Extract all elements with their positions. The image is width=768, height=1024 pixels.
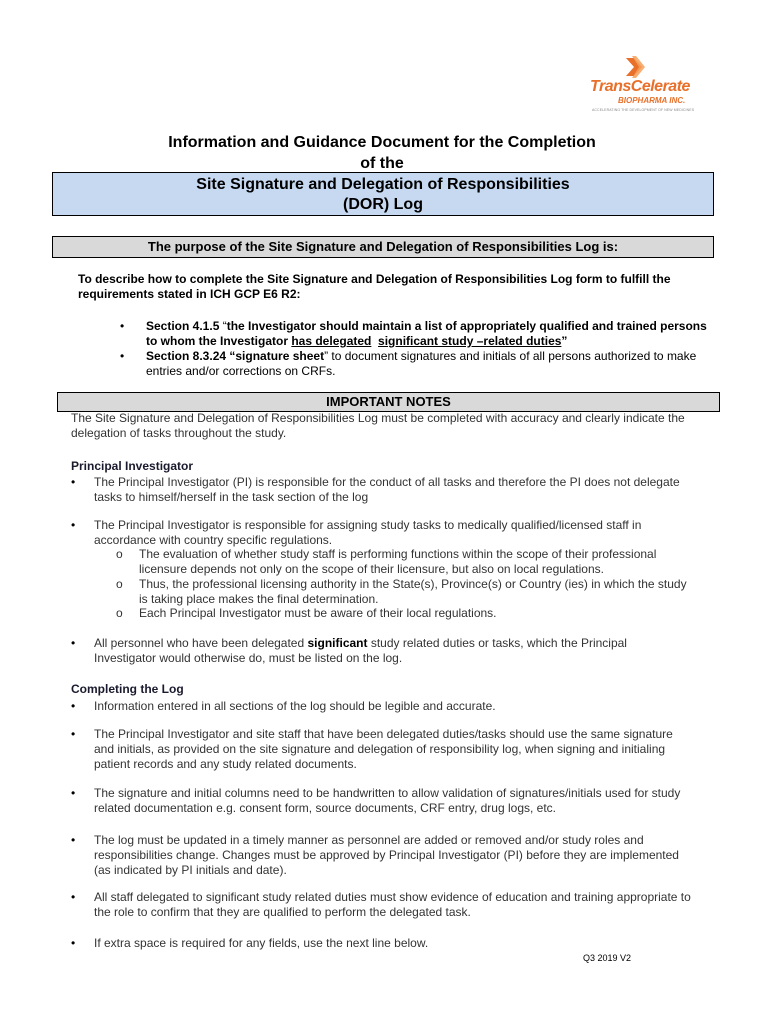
list-item-text: The Principal Investigator (PI) is responsible for the conduct of all tasks and therefore the PI does not delegate tasks to himself/herself in the task section of the log: [94, 475, 680, 504]
purpose-intro: To describe how to complete the Site Signature and Delegation of Responsibilities Log form to fulfill the requirements stated in ICH GCP E6 R2:: [78, 272, 671, 301]
logo-name: TransCelerate: [590, 78, 690, 95]
list-item: [71, 636, 691, 666]
bullet-icon: •: [71, 890, 76, 904]
text-run: study related duties or tasks, which the Principal Investigator would otherwise do, must be listed on the log.: [94, 636, 627, 665]
emphasis-text: significant: [307, 636, 368, 650]
bullet-icon: •: [71, 636, 76, 650]
bullet-icon: •: [71, 727, 76, 741]
list-item: [71, 475, 691, 505]
logo-subtitle: BIOPHARMA INC.: [618, 96, 686, 105]
list-item-text: [94, 636, 691, 666]
list-item: [71, 727, 691, 772]
list-item-text: The signature and initial columns need to be handwritten to allow validation of signatures/initials used for study related documentation e.g. consent form, source documents, CRF entry, drug logs, etc.: [94, 786, 681, 815]
section-text: the Investigator should maintain a list of appropriately qualified and trained persons to whom the Investigator: [146, 319, 707, 348]
bullet-icon: •: [120, 319, 125, 333]
sub-list-item: [116, 547, 696, 577]
section-rest: ” to document signatures and initials of all persons authorized to make entries and/or corrections on CRFs.: [146, 349, 697, 378]
list-item: [71, 786, 691, 816]
version-footer: Q3 2019 V2: [583, 953, 632, 963]
dor-title-line2: (DOR) Log: [343, 196, 423, 213]
list-item: [71, 699, 691, 714]
bullet-icon: •: [71, 833, 76, 847]
bullet-icon: •: [71, 786, 76, 800]
sub-bullet-icon: o: [116, 606, 123, 620]
list-item: [71, 936, 691, 951]
section-list: [120, 319, 720, 379]
logo-tagline: ACCELERATING THE DEVELOPMENT OF NEW MEDICINES: [592, 108, 695, 112]
transcelerate-logo: [590, 56, 700, 116]
section-quote-close: ”: [561, 334, 568, 348]
important-notes-heading: IMPORTANT NOTES: [57, 392, 720, 412]
list-item-text: The log must be updated in a timely manner as personnel are added or removed and/or study roles and responsibilities change. Changes must be approved by Principal Investigator (PI) before they are implemented (as indicated by PI initials and date).: [94, 833, 679, 877]
section-underline-1: has delegated: [291, 334, 372, 348]
dor-title-box: [52, 172, 714, 216]
sub-bullet-icon: o: [116, 577, 123, 591]
notes-intro: The Site Signature and Delegation of Responsibilities Log must be completed with accuracy and clearly indicate the delegation of tasks throughout the study.: [71, 411, 685, 440]
document-title-line2: of the: [360, 155, 404, 172]
sub-list-item-text: Thus, the professional licensing authority in the State(s), Province(s) or Country (ies) in which the study is taking place makes the final determination.: [139, 577, 687, 606]
list-item: [71, 518, 691, 548]
bullet-icon: •: [120, 349, 125, 363]
sub-list-item-text: Each Principal Investigator must be aware of their local regulations.: [139, 606, 497, 620]
bullet-icon: •: [71, 699, 76, 713]
list-item: [71, 833, 691, 878]
bullet-icon: •: [71, 518, 76, 532]
chevron-logo-icon: [624, 56, 646, 78]
text-run: All personnel who have been delegated: [94, 636, 308, 650]
document-title-line1: Information and Guidance Document for the Completion: [168, 134, 596, 151]
section-label: Section 4.1.5: [146, 319, 220, 333]
sub-list-item-text: The evaluation of whether study staff is performing functions within the scope of their professional licensure depends not only on the scope of their licensure, but also on local regulations.: [139, 547, 657, 576]
dor-title-line1: Site Signature and Delegation of Responsibilities: [196, 176, 570, 193]
bullet-icon: •: [71, 936, 76, 950]
section-item-8-3-24: [120, 349, 720, 379]
list-item-text: If extra space is required for any fields, use the next line below.: [94, 936, 429, 950]
section-label: Section 8.3.24 “signature sheet: [146, 349, 325, 363]
bullet-icon: •: [71, 475, 76, 489]
section-item-4-1-5: [120, 319, 720, 349]
purpose-heading: The purpose of the Site Signature and Delegation of Responsibilities Log is:: [52, 236, 714, 258]
list-item-text: All staff delegated to significant study related duties must show evidence of education and training appropriate to the role to confirm that they are qualified to perform the delegated task.: [94, 890, 691, 919]
list-item-text: Information entered in all sections of the log should be legible and accurate.: [94, 699, 496, 713]
completing-log-heading: Completing the Log: [71, 682, 184, 696]
list-item: [71, 890, 691, 920]
list-item-text: The Principal Investigator and site staff that have been delegated duties/tasks should use the same signature and initials, as provided on the site signature and delegation of responsibility log, when signing and initialing patient records and any study related documents.: [94, 727, 673, 771]
section-quote-open: “: [219, 319, 227, 333]
sub-list-item: [116, 606, 696, 621]
list-item-text: The Principal Investigator is responsible for assigning study tasks to medically qualified/licensed staff in accordance with country specific regulations.: [94, 518, 642, 547]
sub-list-item: [116, 577, 696, 607]
principal-investigator-heading: Principal Investigator: [71, 459, 194, 473]
section-underline-2: significant study –related duties: [378, 334, 562, 348]
sub-bullet-icon: o: [116, 547, 123, 561]
